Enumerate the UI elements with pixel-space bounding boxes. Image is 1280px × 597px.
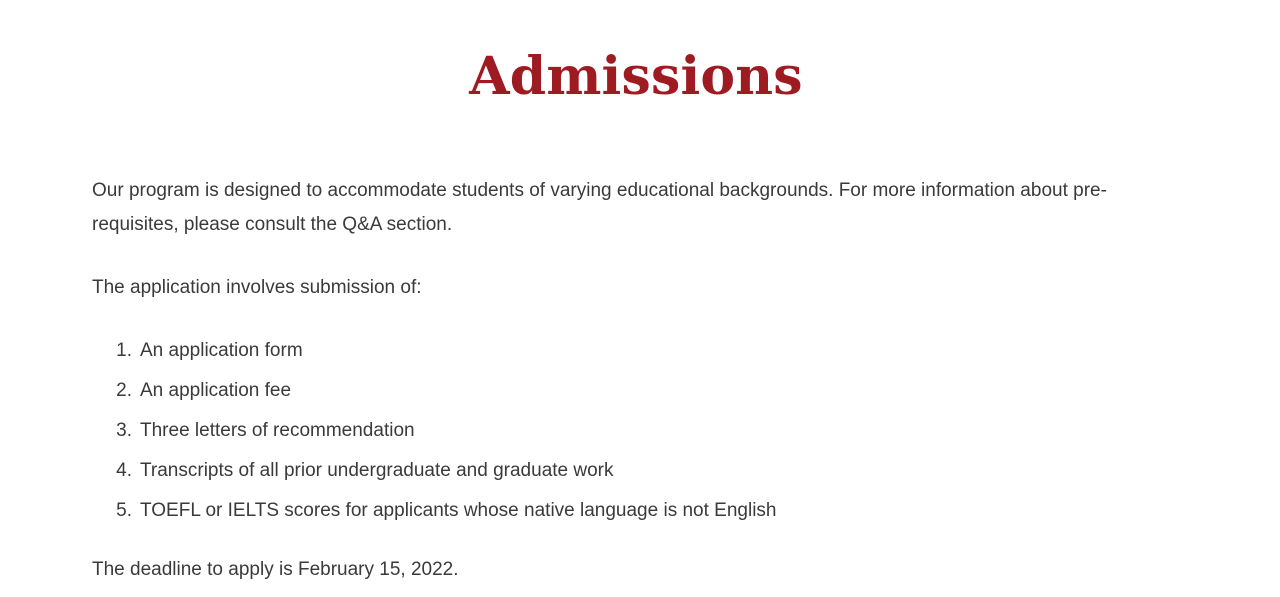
deadline-text: The deadline to apply is February 15, 2022. [92,559,459,580]
list-item-text: An application form [140,340,303,361]
list-item-text: Three letters of recommendation [140,420,415,441]
list-item-text: Transcripts of all prior undergraduate and graduate work [140,460,614,481]
list-item-number: 3. [116,420,132,441]
admissions-content [92,174,1192,587]
list-item [92,371,1192,411]
list-item-text: An application fee [140,380,292,401]
list-item [92,331,1192,371]
page-title: Admissions [469,46,803,107]
list-item [92,451,1192,491]
list-item-number: 1. [116,340,132,361]
list-item-text: TOEFL or IELTS scores for applicants whose native language is not English [140,500,777,521]
list-item-number: 5. [116,500,132,521]
list-item-number: 2. [116,380,132,401]
list-item [92,491,1192,531]
list-item-number: 4. [116,460,132,481]
application-lead-text: The application involves submission of: [92,277,422,298]
list-item [92,411,1192,451]
requirements-list [92,331,1192,531]
intro-paragraph: Our program is designed to accommodate students of varying educational backgrounds. For more information about pre-requisites, please consult the Q&A section. [92,180,1107,235]
